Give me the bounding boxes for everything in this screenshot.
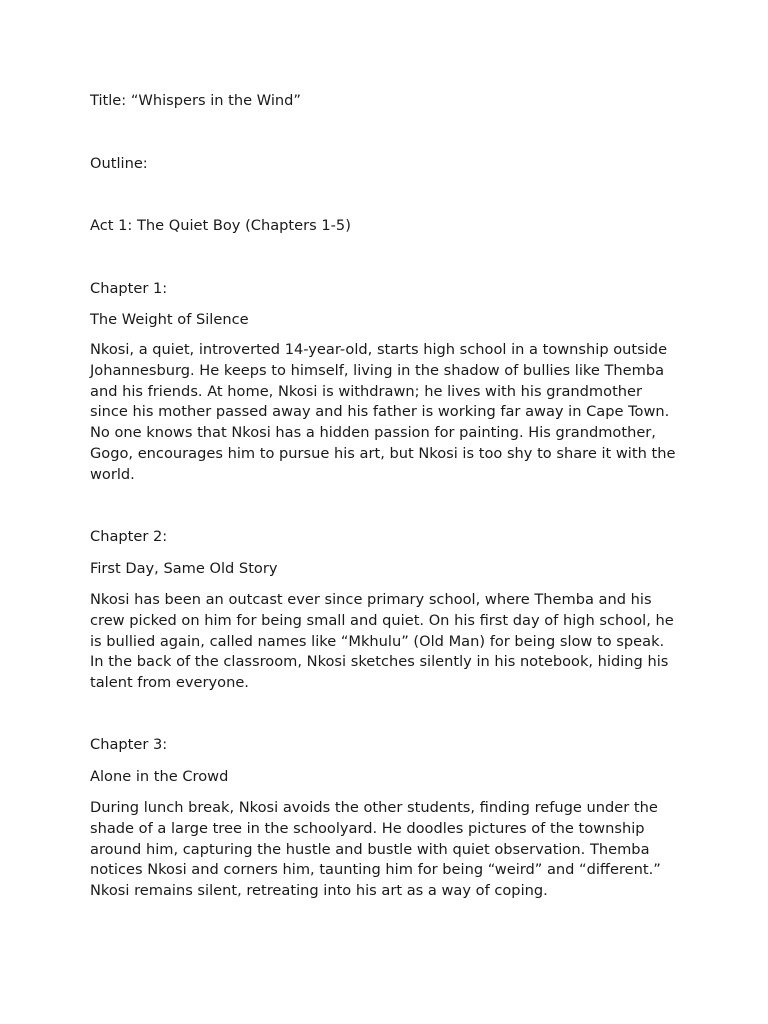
chapter-body: During lunch break, Nkosi avoids the other students, finding refuge under the shade of a large tree in the schoolyard. He doodles pictures of the township around him, capturing the hustle and bustle with quiet observation. Themba notices Nkosi and corners him, taunting him for being “weird” and “different.” Nkosi remains silent, retreating into his art as a way of coping. xyxy=(90,799,661,900)
outline-label: Outline: xyxy=(90,155,148,172)
chapter-label: Chapter 1: xyxy=(90,280,168,297)
chapter-name: Alone in the Crowd xyxy=(90,768,229,785)
chapter-label: Chapter 2: xyxy=(90,528,168,545)
act-heading: Act 1: The Quiet Boy (Chapters 1-5) xyxy=(90,217,351,234)
chapter-name: The Weight of Silence xyxy=(90,311,249,328)
chapter-body: Nkosi has been an outcast ever since primary school, where Themba and his crew picked on him for being small and quiet. On his first day of high school, he is bullied again, called names like “Mkhulu” (Old Man) for being slow to speak. In the back of the classroom, Nkosi sketches silently in his notebook, hiding his talent from everyone. xyxy=(90,591,674,692)
document-title: Title: “Whispers in the Wind” xyxy=(90,92,301,109)
chapter-body: Nkosi, a quiet, introverted 14-year-old, starts high school in a township outside Johannesburg. He keeps to himself, living in the shadow of bullies like Themba and his friends. At home, Nkosi is withdrawn; he lives with his grandmother since his mother passed away and his father is working far away in Cape Town. No one knows that Nkosi has a hidden passion for painting. His grandmother, Gogo, encourages him to pursue his art, but Nkosi is too shy to share it with the world. xyxy=(90,341,676,483)
chapter-label: Chapter 3: xyxy=(90,736,168,753)
chapter-name: First Day, Same Old Story xyxy=(90,560,278,577)
